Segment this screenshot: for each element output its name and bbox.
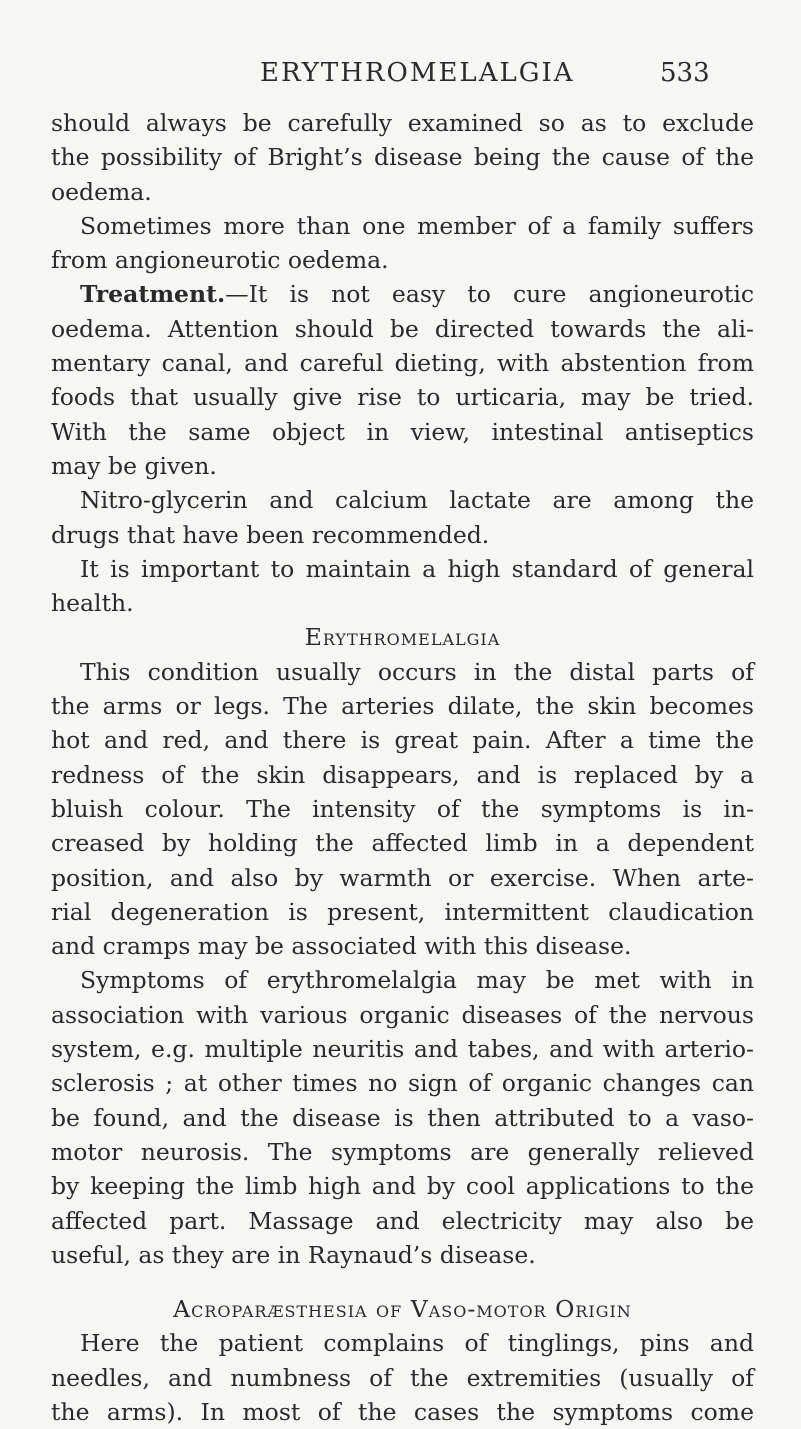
text-line: system, e.g. multiple neuritis and tabes, and with arterio-	[51, 1035, 754, 1064]
text-line: This condition usually occurs in the distal parts of	[80, 657, 754, 686]
text-line: may be given.	[51, 451, 217, 480]
text-line: useful, as they are in Raynaud’s disease.	[51, 1240, 536, 1269]
text-line: should always be carefully examined so as to exclude	[51, 109, 754, 137]
text-line: Here the patient complains of tinglings, pins and	[80, 1329, 754, 1358]
text-line: oedema.	[51, 177, 152, 206]
text-line: affected part. Massage and electricity may also be	[51, 1206, 754, 1235]
text-line: drugs that have been recommended.	[51, 520, 490, 549]
text-line	[51, 277, 754, 311]
text-line: rial degeneration is present, intermittent claudication	[51, 897, 754, 926]
text-line: the arms or legs. The arteries dilate, the skin becomes	[51, 692, 754, 721]
text-line: Sometimes more than one member of a family suffers	[80, 211, 754, 240]
text-line: be found, and the disease is then attributed to a vaso-	[51, 1103, 754, 1132]
section-heading: Acroparæsthesia of Vaso-motor Origin	[173, 1295, 632, 1324]
page-number: 533	[660, 58, 710, 88]
text-line: and cramps may be associated with this disease.	[51, 932, 632, 961]
text-line: motor neurosis. The symptoms are generally relieved	[51, 1137, 754, 1166]
text-line: Symptoms of erythromelalgia may be met with in	[80, 966, 754, 995]
text-line: by keeping the limb high and by cool applications to the	[51, 1172, 754, 1201]
text-line: the arms). In most of the cases the symptoms come	[51, 1397, 754, 1426]
text-line: position, and also by warmth or exercise. When arte-	[51, 863, 754, 892]
text-line: from angioneurotic oedema.	[51, 246, 389, 275]
text-line: With the same object in view, intestinal antiseptics	[51, 417, 754, 446]
text-line: It is important to maintain a high standard of general	[80, 554, 754, 583]
text-line: health.	[51, 589, 134, 618]
text-line: sclerosis ; at other times no sign of organic changes can	[51, 1069, 754, 1098]
section-heading: Erythromelalgia	[304, 623, 501, 652]
section-gap	[51, 1272, 754, 1292]
running-title: ERYTHROMELALGIA	[260, 58, 575, 88]
page-header	[0, 58, 801, 98]
text-line: bluish colour. The intensity of the symptoms is in-	[51, 794, 754, 823]
text-line: oedema. Attention should be directed towards the ali-	[51, 314, 754, 343]
text-line: mentary canal, and careful dieting, with abstention from	[51, 349, 754, 378]
text-line: redness of the skin disappears, and is replaced by a	[51, 760, 754, 789]
text-line: creased by holding the affected limb in a dependent	[51, 829, 754, 858]
treatment-first-line: —It is not easy to cure angioneurotic	[225, 280, 754, 309]
text-line: the possibility of Bright’s disease being the cause of the	[51, 143, 754, 172]
treatment-lead: Treatment.	[80, 280, 226, 309]
text-line: needles, and numbness of the extremities (usually of	[51, 1363, 754, 1392]
page-body	[51, 106, 754, 1429]
text-line: foods that usually give rise to urticaria, may be tried.	[51, 383, 754, 412]
text-line: association with various organic diseases of the nervous	[51, 1000, 754, 1029]
text-line: Nitro-glycerin and calcium lactate are among the	[80, 486, 754, 515]
text-line: hot and red, and there is great pain. After a time the	[51, 726, 754, 755]
